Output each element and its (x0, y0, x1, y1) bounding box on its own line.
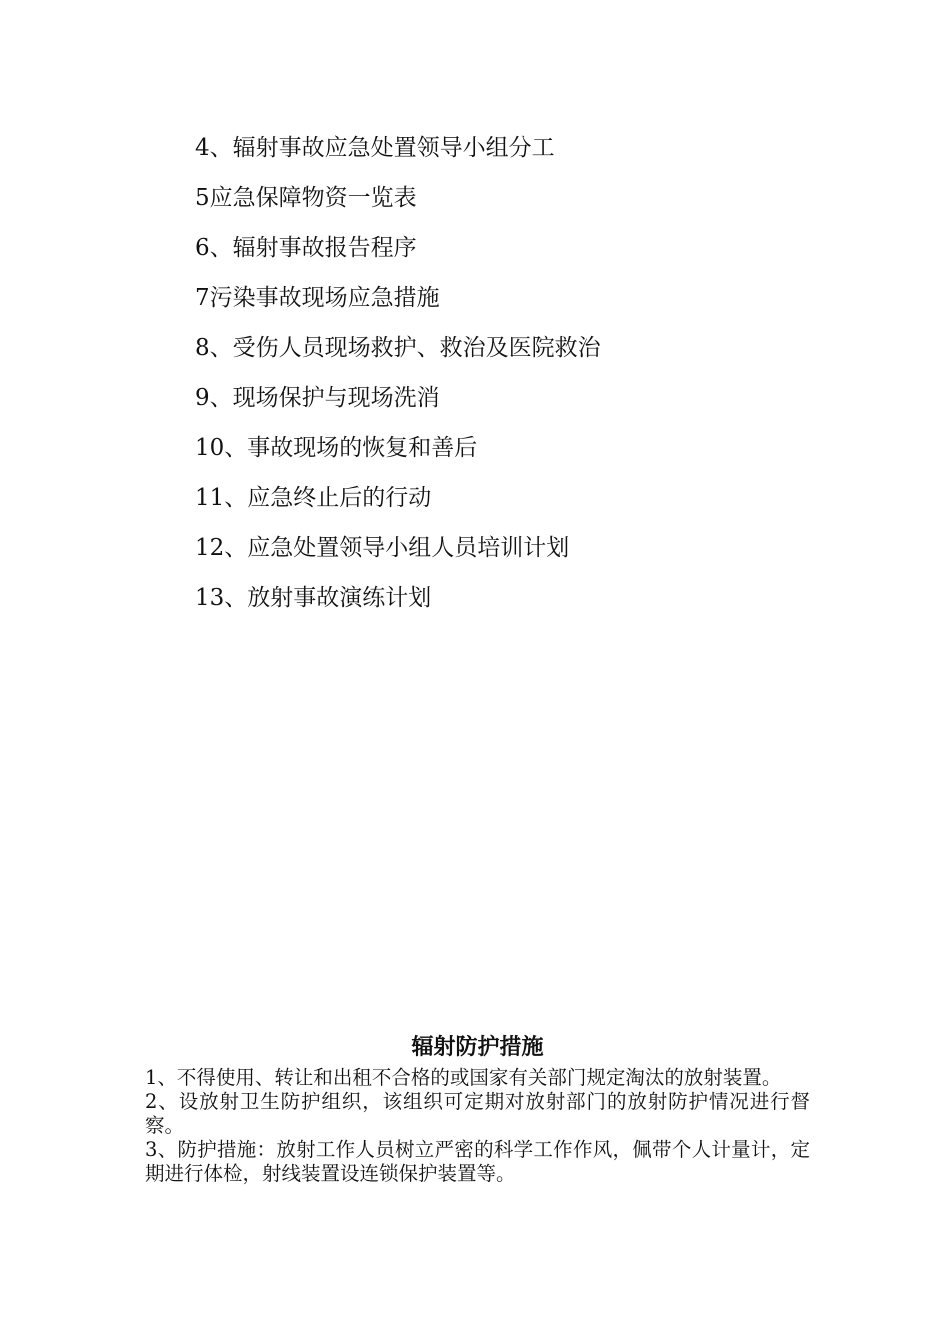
toc-item: 7污染事故现场应急措施 (195, 285, 440, 311)
toc-item: 13、放射事故演练计划 (195, 585, 432, 611)
toc-item: 6、辐射事故报告程序 (195, 235, 417, 261)
paragraph-2: 2、设放射卫生防护组织，该组织可定期对放射部门的放射防护情况进行督察。 (145, 1090, 810, 1137)
toc-item: 11、应急终止后的行动 (195, 485, 432, 511)
paragraph-3: 3、防护措施：放射工作人员树立严密的科学工作作风，佩带个人计量计，定期进行体检，射线装置设连锁保护装置等。 (145, 1138, 810, 1185)
toc-item: 10、事故现场的恢复和善后 (195, 435, 478, 461)
toc-item: 4、辐射事故应急处置领导小组分工 (195, 135, 555, 161)
table-of-contents (195, 128, 835, 628)
toc-item: 9、现场保护与现场洗消 (195, 385, 440, 411)
toc-item: 5应急保障物资一览表 (195, 185, 417, 211)
section-title: 辐射防护措施 (411, 1034, 544, 1060)
radiation-protection-section (145, 1030, 810, 1186)
toc-item: 12、应急处置领导小组人员培训计划 (195, 535, 570, 561)
paragraph-1: 1、不得使用、转让和出租不合格的或国家有关部门规定淘汰的放射装置。 (145, 1066, 782, 1089)
toc-item: 8、受伤人员现场救护、救治及医院救治 (195, 335, 601, 361)
